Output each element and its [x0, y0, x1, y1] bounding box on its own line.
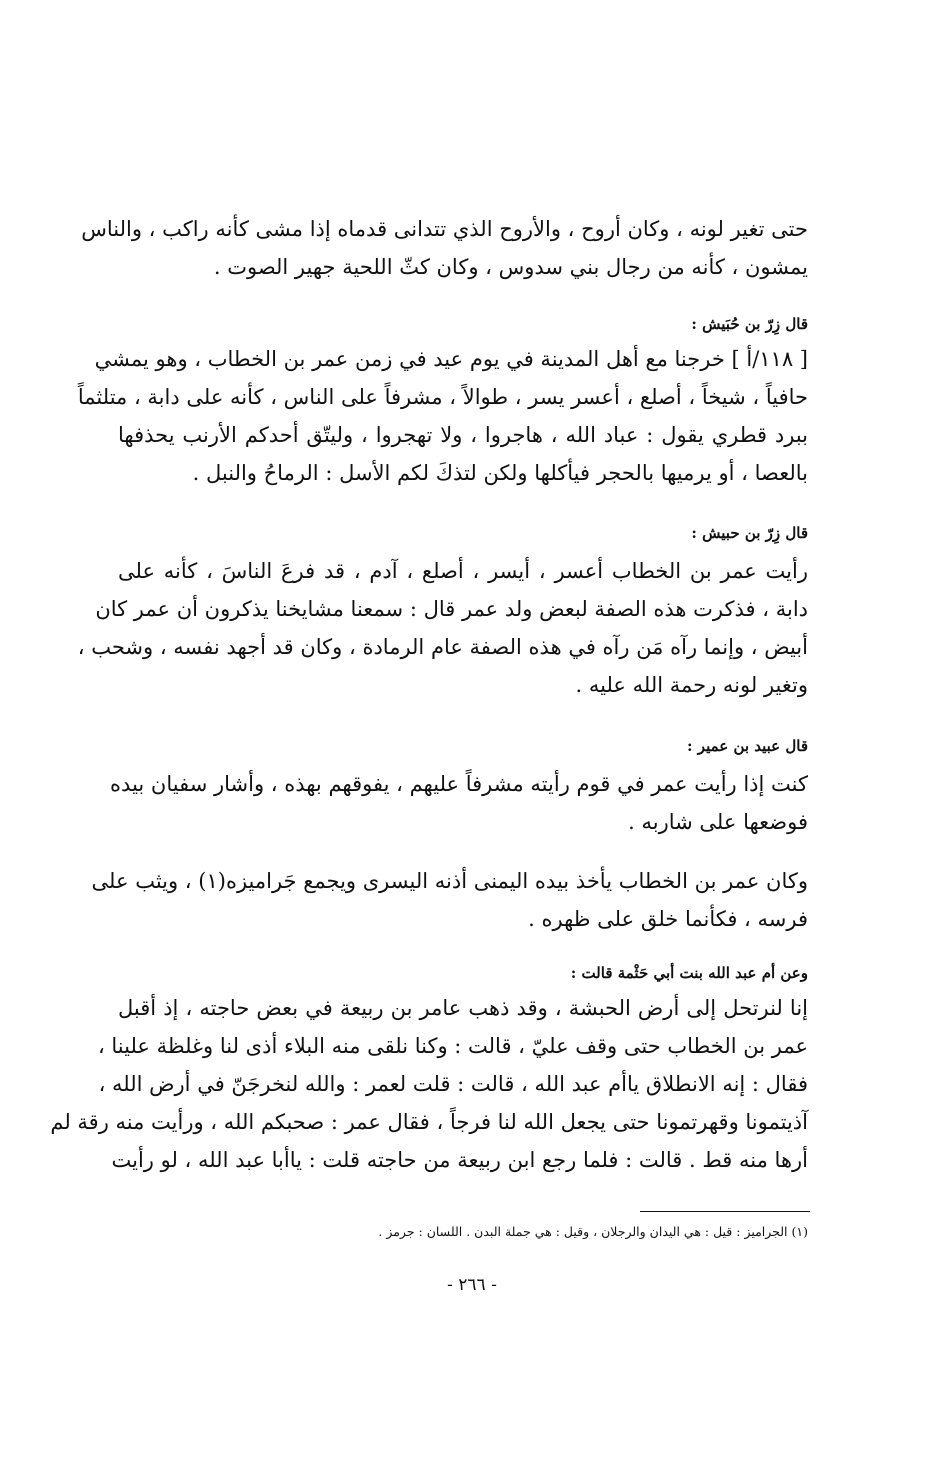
text-line: فوضعها على شاربه . [628, 810, 808, 834]
text-line: حتى تغير لونه ، وكان أروح ، والأروح الذي تتدانى قدماه إذا مشى كأنه راكب ، والناس [81, 217, 808, 241]
text-line: كنت إذا رأيت عمر في قوم رأيته مشرفاً عليهم ، يفوقهم بهذه ، وأشار سفيان بيده [110, 772, 808, 796]
paragraph-6 [50, 989, 808, 1179]
paragraph-5 [91, 862, 808, 938]
text-line: فقال : إنه الانطلاق ياأم عبد الله ، قالت : قلت لعمر : والله لنخرجَنّ في أرض الله ، [98, 1072, 808, 1096]
text-line: فرسه ، فكأنما خلق على ظهره . [528, 907, 808, 931]
paragraph-3 [77, 552, 808, 704]
text-line: يمشون ، كأنه من رجال بني سدوس ، وكان كثّ اللحية جهير الصوت . [213, 255, 808, 279]
text-line: دابة ، فذكرت هذه الصفة لبعض ولد عمر قال : سمعنا مشايخنا يذكرون أن عمر كان [95, 597, 808, 621]
section-heading-2: قال زِرّ بن حبيش : [691, 524, 808, 542]
text-line: رأيت عمر بن الخطاب أعسر ، أيسر ، أصلع ، آدم ، قد فرعَ الناسَ ، كأنه على [118, 559, 808, 583]
text-line: أرها منه قط . قالت : فلما رجع ابن ربيعة من حاجته قلت : ياأبا عبد الله ، لو رأيت [111, 1148, 808, 1172]
section-heading-4: وعن أم عبد الله بنت أبي حَثْمة قالت : [570, 964, 808, 982]
paragraph-4 [110, 765, 808, 841]
footnote-divider [640, 1211, 810, 1212]
page-number: - ٢٦٦ - [447, 1275, 497, 1295]
text-line: وكان عمر بن الخطاب يأخذ بيده اليمنى أذنه اليسرى ويجمع جَراميزه(١) ، ويثب على [91, 869, 808, 893]
section-heading-3: قال عبيد بن عمير : [687, 737, 808, 755]
text-line: إنا لنرتحل إلى أرض الحبشة ، وقد ذهب عامر بن ربيعة في بعض حاجته ، إذ أقبل [118, 996, 808, 1020]
text-line: [ ١١٨/أ ] خرجنا مع أهل المدينة في يوم عيد في زمن عمر بن الخطاب ، وهو يمشي [94, 347, 808, 371]
text-line: عمر بن الخطاب حتى وقف عليّ ، قالت : وكنا نلقى منه البلاء أذى لنا وغلظة علينا ، [97, 1034, 808, 1058]
text-line: أبيض ، وإنما رآه مَن رآه في هذه الصفة عام الرمادة ، وكان قد أجهد نفسه ، وشحب ، [77, 635, 808, 659]
text-line: وتغير لونه رحمة الله عليه . [575, 673, 808, 697]
text-line: بالعصا ، أو يرميها بالحجر فيأكلها ولكن لتذكَ لكم الأسل : الرماحُ والنبل . [192, 461, 808, 485]
footnote: (١) الجراميز : قيل : هي اليدان والرجلان ، وقيل : هي جملة البدن . اللسان : جرمز . [378, 1224, 808, 1239]
paragraph-2 [77, 340, 808, 492]
text-line: ببرد قطري يقول : عباد الله ، هاجروا ، ولا تهجروا ، وليتّق أحدكم الأرنب يحذفها [118, 423, 808, 447]
text-line: آذيتمونا وقهرتمونا حتى يجعل الله لنا فرجاً ، فقال عمر : صحبكم الله ، ورأيت منه رقة لم [50, 1110, 808, 1134]
text-line: حافياً ، شيخاً ، أصلع ، أعسر يسر ، طوالاً ، مشرفاً على الناس ، كأنه على دابة ، متلثماً [77, 385, 808, 409]
section-heading-1: قال زِرّ بن حُبَيش : [691, 315, 808, 333]
paragraph-1 [81, 210, 808, 286]
